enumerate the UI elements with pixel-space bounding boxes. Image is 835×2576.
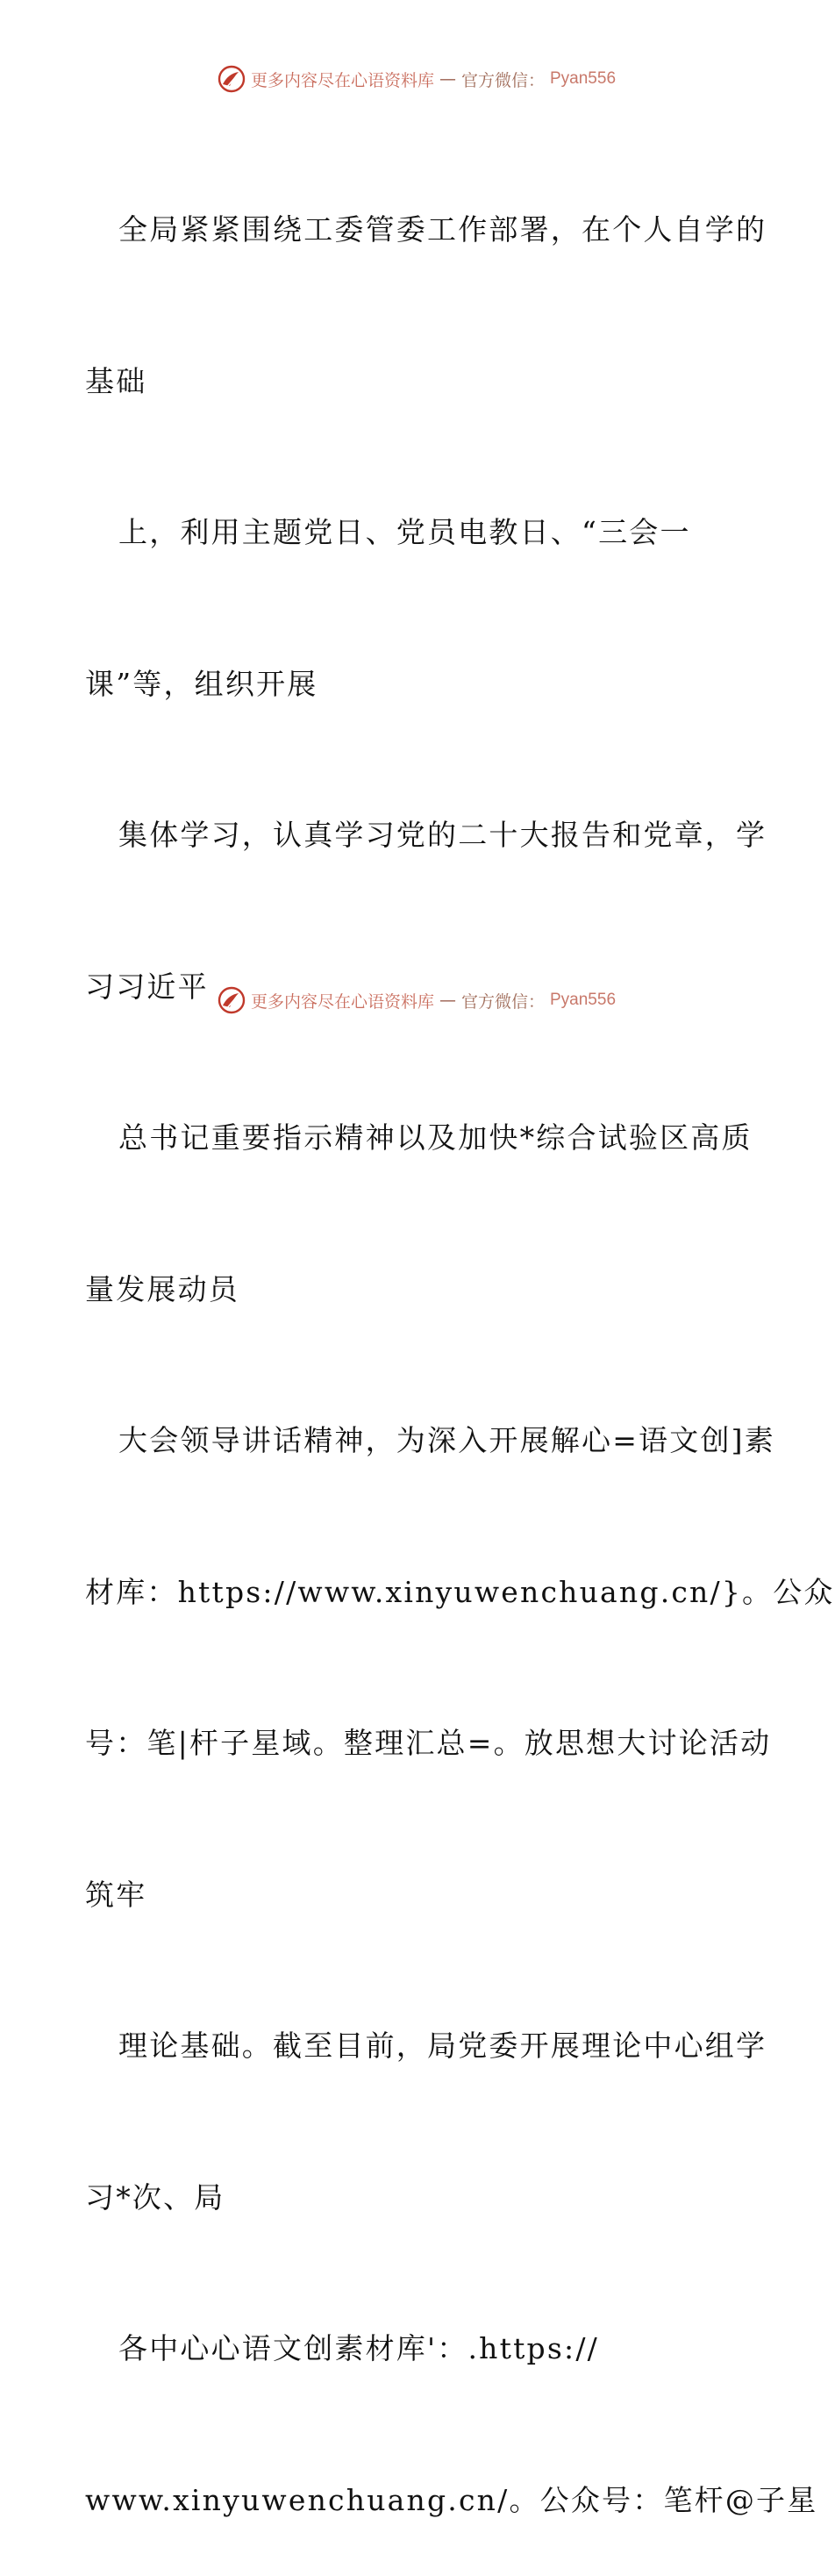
document-body (85, 104, 835, 2576)
body-line: 各中心心语文创素材库'：.https:// (118, 2331, 599, 2365)
header-site-text: 更多内容尽在心语资料库 (250, 70, 434, 90)
body-line: 习*次、局 (85, 2179, 225, 2215)
footer-wechat-handle: Pyan556 (550, 991, 617, 1009)
body-line: 材库：https://www.xinyuwenchuang.cn/}。公众 (85, 1574, 835, 1609)
body-line: 号：笔|杆子星域。整理汇总=。放思想大讨论活动 (85, 1726, 772, 1760)
header-wechat-handle: Pyan556 (550, 69, 617, 88)
footer-watermark (0, 983, 833, 1018)
body-line: 集体学习，认真学习党的二十大报告和党章，学 (118, 818, 767, 852)
body-line: 习习近平 (85, 969, 209, 1004)
body-line: 基础 (85, 363, 147, 398)
header-watermark (0, 61, 833, 97)
body-line: 量发展动员 (85, 1271, 239, 1306)
body-line: 课”等，组织开展 (85, 666, 318, 701)
pen-logo-icon (218, 65, 246, 93)
body-line: 大会领导讲话精神，为深入开展解心=语文创]素 (118, 1423, 775, 1457)
body-line: 筑牢 (85, 1877, 147, 1912)
header-separator: — (439, 69, 456, 89)
body-line: 总书记重要指示精神以及加快*综合试验区高质 (118, 1120, 753, 1155)
header-wechat-label: 官方微信： (460, 70, 545, 90)
body-line: 上，利用主题党日、党员电教日、“三会一 (118, 515, 691, 549)
body-line: 理论基础。截至目前，局党委开展理论中心组学 (118, 2029, 767, 2063)
pen-logo-icon (218, 986, 246, 1014)
footer-wechat-label: 官方微信： (460, 991, 545, 1012)
body-line: 全局紧紧围绕工委管委工作部署，在个人自学的 (118, 212, 767, 247)
body-line: www.xinyuwenchuang.cn/。公众号：笔杆@子星 (85, 2482, 818, 2517)
footer-separator: — (439, 991, 456, 1010)
footer-site-text: 更多内容尽在心语资料库 (250, 991, 434, 1012)
